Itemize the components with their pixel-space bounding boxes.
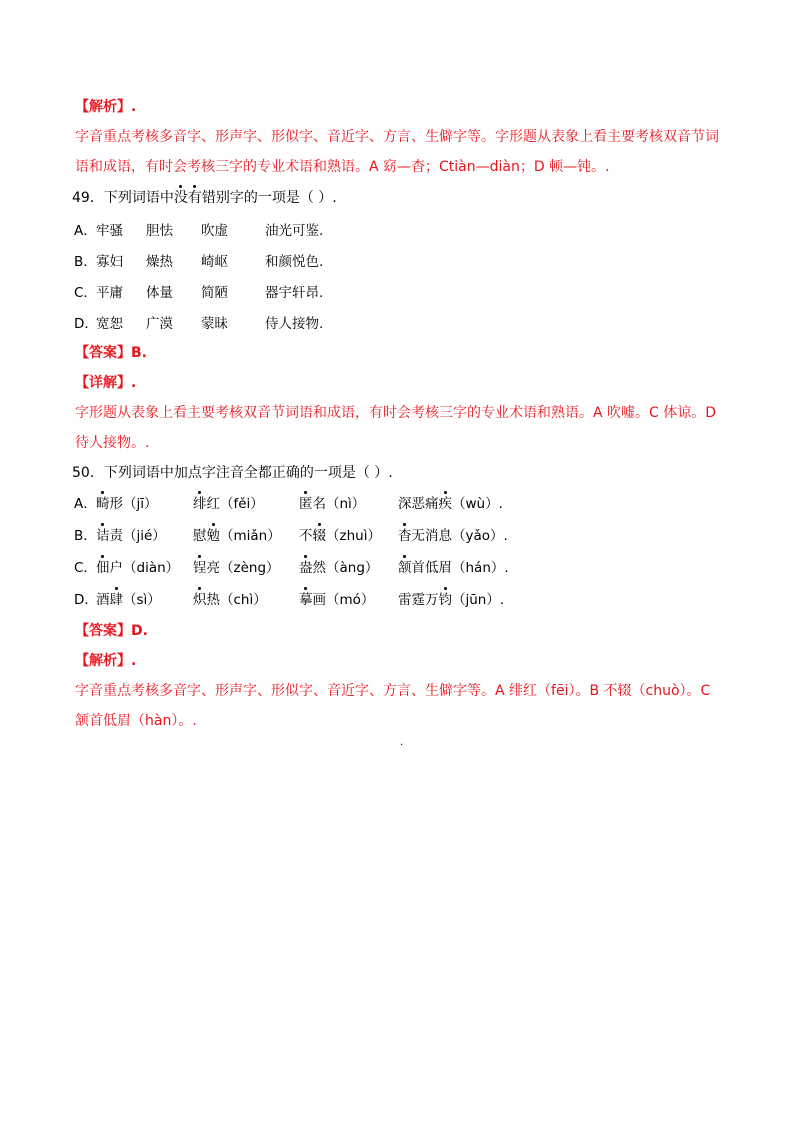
answer-49: 【答案】B. (75, 345, 147, 361)
dotted-char: 有 (187, 190, 202, 206)
analysis-text-line: 颔首低眉（hàn）。. (75, 713, 197, 729)
option-label: B． (74, 254, 97, 270)
option-text: 深恶痛 (398, 496, 439, 512)
question-text: 49．下列词语中 (72, 190, 174, 206)
option-item (193, 591, 267, 609)
dotted-char: 锃 (193, 560, 207, 576)
option-item (398, 559, 509, 577)
option-word: 寡妇 (96, 254, 123, 270)
dotted-char: 匿 (299, 496, 313, 512)
option-text: 首低眉（hán）. (411, 560, 509, 576)
option-item (193, 495, 264, 513)
detail-text-line: 字形题从表象上看主要考核双音节词语和成语，有时会考核三字的专业术语和熟语。A 吹嘘。C 体谅。D (75, 405, 717, 421)
option-item (398, 527, 508, 545)
dotted-char: 颔 (398, 560, 412, 576)
option-word: 宽恕 (96, 316, 123, 332)
option-label: C． (74, 285, 97, 301)
detail-heading: 【详解】. (75, 375, 137, 391)
dotted-char: 畸 (96, 496, 110, 512)
dotted-char: 杳 (398, 528, 412, 544)
option-text: 亮（zèng） (206, 560, 280, 576)
page-footer-dot: . (400, 737, 404, 748)
option-text: 户（diàn） (109, 560, 180, 576)
option-word: 油光可鉴. (265, 223, 324, 239)
option-word: 侍人接物. (265, 316, 324, 332)
option-word: 吹虚 (201, 223, 228, 239)
option-item (299, 591, 374, 609)
dotted-char: 没 (173, 190, 188, 206)
option-text: 慰 (193, 528, 207, 544)
option-text: 雷霆万 (398, 592, 439, 608)
option-label: D． (74, 316, 98, 332)
question-text: 错别字的一项是（ ）. (201, 190, 337, 206)
dotted-char: 肆 (109, 592, 123, 608)
option-word: 器宇轩昂. (265, 285, 324, 301)
dotted-char: 炽 (193, 592, 207, 608)
analysis-heading: 【解析】. (75, 653, 137, 669)
analysis-text-line: 字音重点考核多音字、形声字、形似字、音近字、方言、生僻字等。A 绯红（fēi）。B 不辍（chuò）。C (75, 683, 711, 699)
option-item (299, 559, 378, 577)
option-word: 广漠 (146, 316, 173, 332)
dotted-char: 盎 (299, 560, 313, 576)
option-text: 酒 (96, 592, 110, 608)
option-item (398, 495, 503, 513)
option-label: B． (74, 528, 97, 544)
option-item (96, 591, 161, 609)
dotted-char: 钧 (438, 592, 452, 608)
option-word: 燥热 (146, 254, 173, 270)
option-item (193, 527, 281, 545)
option-text: 名（nì） (312, 496, 366, 512)
option-text: 责（jié） (109, 528, 166, 544)
question-50-stem: 50．下列词语中加点字注音全都正确的一项是（ ）. (72, 465, 393, 481)
analysis-text-line: 字音重点考核多音字、形声字、形似字、音近字、方言、生僻字等。字形题从表象上看主要考核双音节词 (75, 129, 719, 145)
option-text: 红（fěi） (206, 496, 264, 512)
dotted-char: 疾 (438, 496, 452, 512)
option-text: （wù）. (452, 496, 503, 512)
option-item (193, 559, 280, 577)
option-text: （sì） (123, 592, 161, 608)
detail-text-line: 待人接物。. (75, 435, 150, 451)
option-text: 热（chì） (206, 592, 267, 608)
option-word: 和颜悦色. (265, 254, 324, 270)
option-label: A． (74, 496, 97, 512)
option-text: （zhuì） (326, 528, 381, 544)
option-word: 平庸 (96, 285, 123, 301)
option-text: 然（àng） (312, 560, 379, 576)
dotted-char: 绯 (193, 496, 207, 512)
option-word: 简陋 (201, 285, 228, 301)
option-item (299, 527, 381, 545)
option-word: 胆怯 (146, 223, 173, 239)
dotted-char: 辍 (312, 528, 326, 544)
option-label: A． (74, 223, 97, 239)
option-label: D． (74, 592, 98, 608)
option-word: 体量 (146, 285, 173, 301)
option-item (96, 559, 179, 577)
analysis-heading: 【解析】. (75, 99, 137, 115)
option-text: 形（jī） (109, 496, 158, 512)
option-text: （miǎn） (220, 528, 281, 544)
question-49-stem (72, 189, 337, 207)
option-item (96, 527, 166, 545)
dotted-char: 佃 (96, 560, 110, 576)
option-word: 蒙昧 (201, 316, 228, 332)
dotted-char: 勉 (206, 528, 220, 544)
answer-50: 【答案】D. (75, 623, 148, 639)
analysis-text-line: 语和成语，有时会考核三字的专业术语和熟语。A 窈—杳；Ctiàn—diàn；D 顿—钝。. (75, 159, 610, 175)
option-label: C． (74, 560, 97, 576)
option-text: 画（mó） (312, 592, 375, 608)
option-word: 牢骚 (96, 223, 123, 239)
dotted-char: 摹 (299, 592, 313, 608)
option-item (96, 495, 158, 513)
option-text: 不 (299, 528, 313, 544)
option-text: （jūn）. (452, 592, 505, 608)
option-item (398, 591, 504, 609)
option-text: 无消息（yǎo）. (411, 528, 508, 544)
dotted-char: 诘 (96, 528, 110, 544)
option-item (299, 495, 365, 513)
option-word: 崎岖 (201, 254, 228, 270)
